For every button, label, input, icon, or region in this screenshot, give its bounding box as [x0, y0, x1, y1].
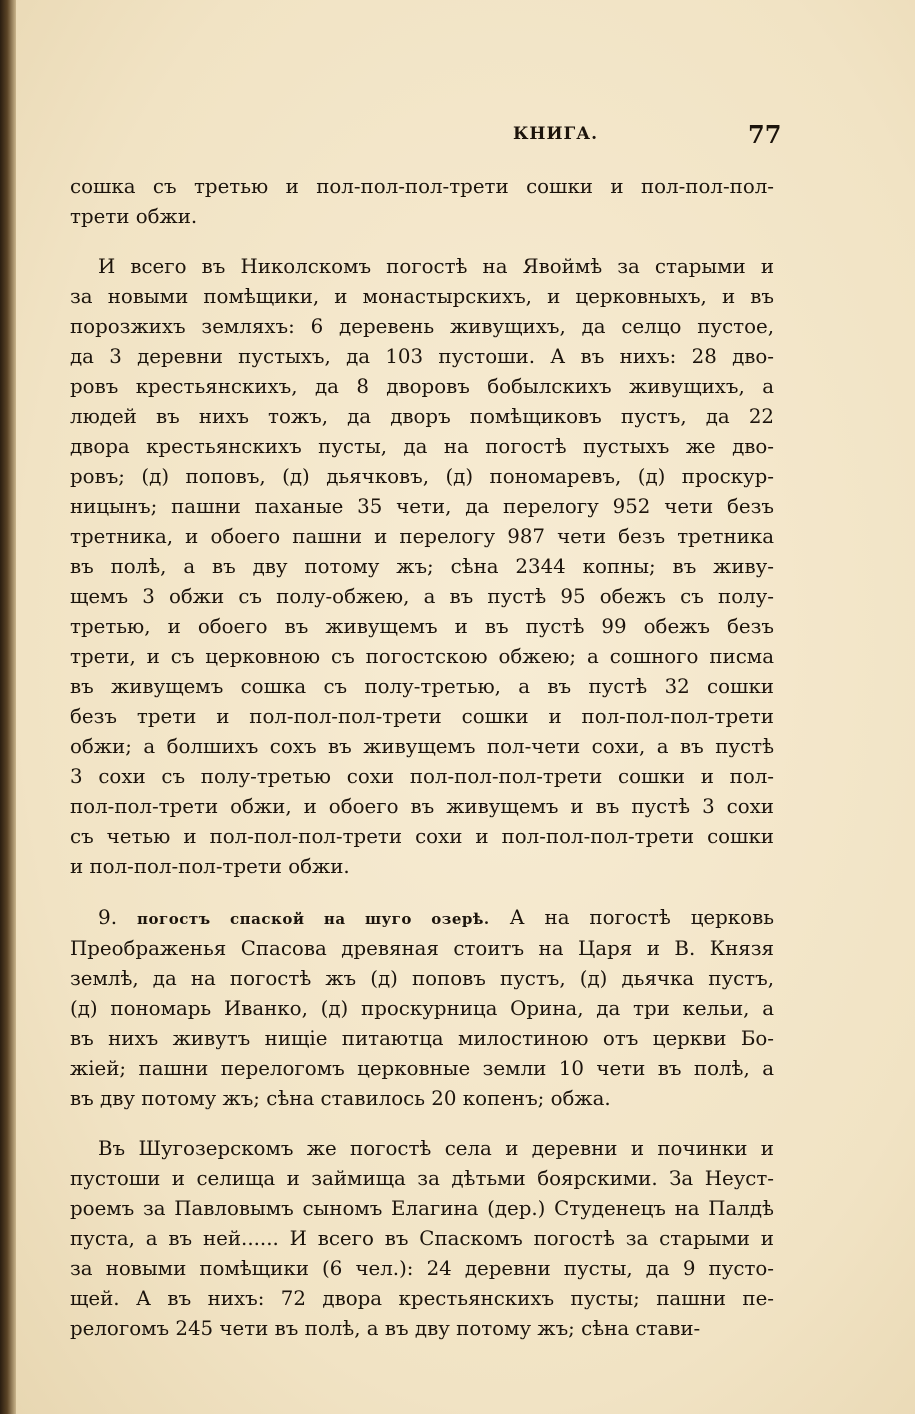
text-line: (д) пономарь Иванко, (д) проскурница Орина, да три кельи, а	[70, 997, 774, 1020]
running-head: КНИГА.	[512, 124, 599, 144]
text-line: щемъ 3 обжи съ полу-обжею, а въ пустѣ 95 обежъ съ полу-	[70, 585, 774, 608]
text-line: и пол-пол-пол-трети обжи.	[70, 855, 350, 878]
text-line: жіей; пашни перелогомъ церковные земли 10 чети въ полѣ, а	[70, 1057, 774, 1080]
text-line: релогомъ 245 чети въ полѣ, а въ дву потому жъ; сѣна стави-	[70, 1317, 701, 1340]
text-line: съ четью и пол-пол-пол-трети сохи и пол-пол-пол-трети сошки	[70, 825, 774, 848]
text-line: И всего въ Николскомъ погостѣ на Явоймѣ за старыми и	[98, 255, 774, 278]
text-line: землѣ, да на погостѣ жъ (д) поповъ пустъ, (д) дьячка пустъ,	[70, 967, 774, 990]
page-body	[70, 172, 774, 1364]
section-number: 9.	[98, 905, 118, 929]
book-spine-shadow	[0, 0, 16, 1414]
text-line: въ живущемъ сошка съ полу-третью, а въ пустѣ 32 сошки	[70, 675, 774, 698]
text-line: щей. А въ нихъ: 72 двора крестьянскихъ пусты; пашни пе-	[70, 1287, 774, 1310]
page-number: 77	[748, 120, 782, 149]
text-line: пустоши и селища и займища за дѣтьми боярскими. За Неуст-	[70, 1167, 774, 1190]
text-line: Въ Шугозерскомъ же погостѣ села и деревни и починки и	[98, 1137, 774, 1160]
text-line: сошка съ третью и пол-пол-пол-трети сошки и пол-пол-пол-	[70, 175, 774, 198]
text-line: 3 сохи съ полу-третью сохи пол-пол-пол-трети сошки и пол-	[70, 765, 774, 788]
paragraph-continuation	[70, 172, 774, 232]
text-line: трети обжи.	[70, 205, 198, 228]
text-line: безъ трети и пол-пол-пол-трети сошки и пол-пол-пол-трети	[70, 705, 774, 728]
text-line: обжи; а болшихъ сохъ въ живущемъ пол-чети сохи, а въ пустѣ	[70, 735, 774, 758]
text-line: третника, и обоего пашни и перелогу 987 чети безъ третника	[70, 525, 774, 548]
paragraph-section-9-spassky-pogost	[70, 902, 774, 1114]
section-title: погостъ спаской на шуго озерѣ.	[137, 910, 490, 928]
paragraph-nikolsky-pogost-totals	[70, 252, 774, 882]
text-line	[70, 902, 774, 934]
text-line: да 3 деревни пустыхъ, да 103 пустоши. А въ нихъ: 28 дво-	[70, 345, 774, 368]
book-page	[16, 0, 915, 1414]
text-line: въ полѣ, а въ дву потому жъ; сѣна 2344 копны; въ живу-	[70, 555, 774, 578]
text-line: роемъ за Павловымъ сыномъ Елагина (дер.) Студенецъ на Палдѣ	[70, 1197, 774, 1220]
text-line: трети, и съ церковною съ погостскою обжею; а сошного писма	[70, 645, 774, 668]
paragraph-shugozersky-pogost	[70, 1134, 774, 1344]
section-lead-text: А на погостѣ церковь	[509, 906, 774, 929]
text-line: Преображенья Спасова древяная стоитъ на Царя и В. Князя	[70, 937, 774, 960]
text-line: ницынъ; пашни паханые 35 чети, да перелогу 952 чети безъ	[70, 495, 774, 518]
text-line: ровъ; (д) поповъ, (д) дьячковъ, (д) пономаревъ, (д) проскур-	[70, 465, 774, 488]
text-line: въ нихъ живутъ нищіе питаютца милостиною отъ церкви Бо-	[70, 1027, 774, 1050]
text-line: порозжихъ земляхъ: 6 деревень живущихъ, да селцо пустое,	[70, 315, 774, 338]
text-line: ровъ крестьянскихъ, да 8 дворовъ бобылскихъ живущихъ, а	[70, 375, 774, 398]
text-line: за новыми помѣщики, и монастырскихъ, и церковныхъ, и въ	[70, 285, 774, 308]
text-line: за новыми помѣщики (6 чел.): 24 деревни пусты, да 9 пусто-	[70, 1257, 774, 1280]
text-line: двора крестьянскихъ пусты, да на погостѣ пустыхъ же дво-	[70, 435, 774, 458]
text-line: въ дву потому жъ; сѣна ставилось 20 копенъ; обжа.	[70, 1087, 611, 1110]
text-line: людей въ нихъ тожъ, да дворъ помѣщиковъ пустъ, да 22	[70, 405, 774, 428]
text-line: пуста, а въ ней...... И всего въ Спаскомъ погостѣ за старыми и	[70, 1227, 774, 1250]
text-line: третью, и обоего въ живущемъ и въ пустѣ 99 обежъ безъ	[70, 615, 774, 638]
text-line: пол-пол-трети обжи, и обоего въ живущемъ и въ пустѣ 3 сохи	[70, 795, 774, 818]
